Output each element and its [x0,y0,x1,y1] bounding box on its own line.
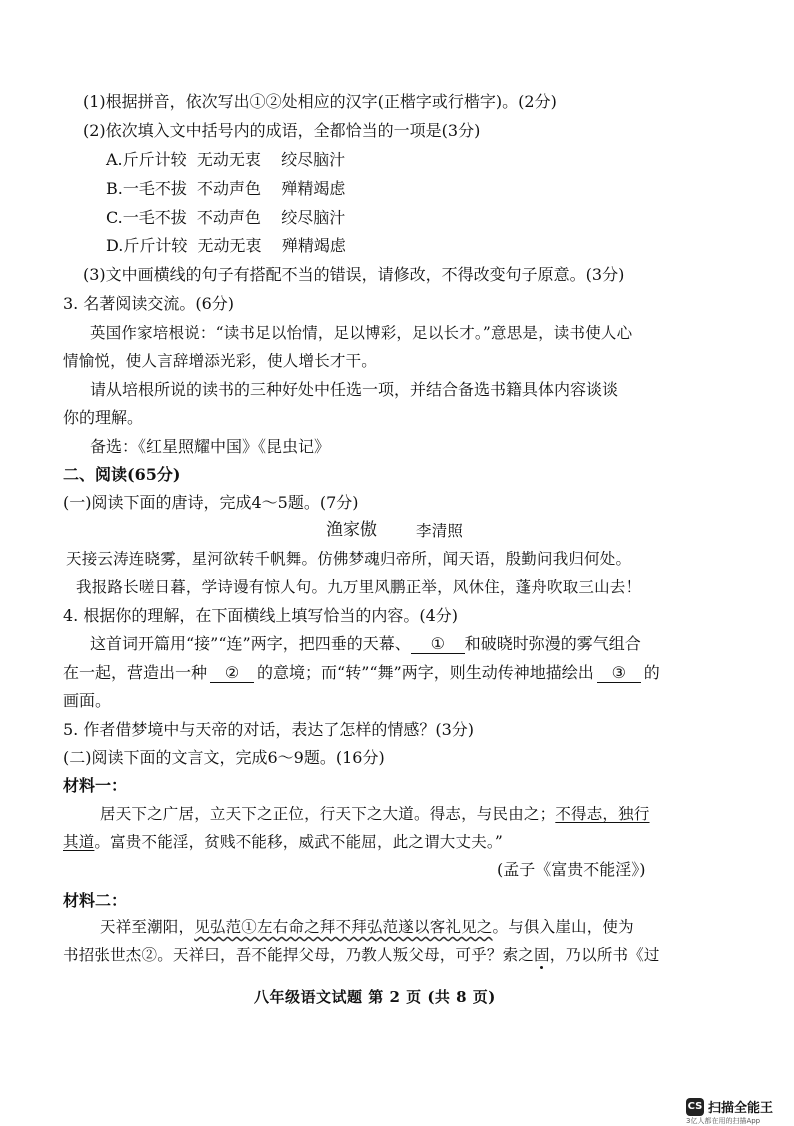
question-4-line-2 [63,663,660,683]
question-5-title: 5. 作者借梦境中与天帝的对话，表达了怎样的情感？(3分) [63,720,475,739]
question-4-title: 4. 根据你的理解，在下面横线上填写恰当的内容。(4分) [63,606,459,625]
material-1-line-2 [63,832,503,852]
material-2-label: 材料二： [63,891,128,910]
scanner-logo-icon: CS [686,1098,704,1116]
q4-text: 和破晓时弥漫的雾气组合 [464,634,641,653]
m1-underlined-text: 其道 [63,833,95,851]
option-c: C.一毛不拔 不动声色 绞尽脑汁 [106,208,346,227]
q4-text: 在一起，营造出一种 [63,663,208,682]
section-2-title: 二、阅读(65分) [63,465,181,484]
material-1-source: (孟子《富贵不能淫》) [497,860,646,879]
m2-text: 书招张世杰②。天祥曰，吾不能捍父母，乃教人叛父母，可乎？索之 [63,946,535,964]
question-3-paragraph: 英国作家培根说：“读书足以怡情，足以博彩，足以长才。”意思是，读书使人心 [90,324,633,342]
m2-dotted-char: 固 [534,946,550,964]
poem-author: 李清照 [416,522,464,540]
part-1-title: (一)阅读下面的唐诗，完成4～5题。(7分) [63,493,359,512]
scanner-logo [686,1097,773,1116]
question-2-subquestion-1: (1)根据拼音，依次写出①②处相应的汉字(正楷字或行楷字)。(2分) [83,92,557,111]
material-2-line-2 [63,945,660,965]
poem-line-1: 天接云涛连晓雾，星河欲转千帆舞。仿佛梦魂归帝所，闻天语，殷勤问我归何处。 [66,550,632,568]
m1-underlined-text: 不得志，独行 [555,805,650,823]
m1-text: 居天下之广居，立天下之正位，行天下之大道。得志，与民由之； [100,805,556,823]
q4-text: 的 [643,663,660,682]
m2-wavy-text: 见弘范①左右命之拜不拜弘范遂以客礼见之 [194,918,493,936]
material-1-label: 材料一： [63,776,128,795]
question-3-paragraph-cont: 情愉悦，使人言辞增添光彩，使人增长才干。 [63,352,378,370]
q4-text: 的意境；而“转”“舞”两字，则生动传神地描绘出 [257,663,594,682]
material-2-line-1 [100,917,634,937]
question-4-line-3: 画面。 [63,691,112,710]
question-3-prompt-cont: 你的理解。 [63,408,144,427]
question-2-subquestion-2: (2)依次填入文中括号内的成语，全都恰当的一项是(3分) [83,121,481,140]
option-d: D.斤斤计较 无动无衷 殚精竭虑 [106,236,346,255]
answer-blank-2[interactable]: ② [210,664,254,683]
question-3-prompt: 请从培根所说的读书的三种好处中任选一项，并结合备选书籍具体内容谈谈 [90,380,619,399]
poem-title: 渔家傲 [326,520,377,540]
question-3-books: 备选：《红星照耀中国》《昆虫记》 [90,437,331,456]
scanner-logo-tagline: 3亿人都在用的扫描App [686,1117,761,1125]
answer-blank-1[interactable]: ① [411,635,465,654]
q4-text: 这首词开篇用“接”“连”两字，把四垂的天幕、 [90,634,411,653]
question-4-line-1 [90,634,641,654]
option-a: A.斤斤计较 无动无衷 绞尽脑汁 [106,150,346,169]
m2-text: 天祥至潮阳， [100,918,195,936]
scanner-logo-name: 扫描全能王 [708,1101,774,1116]
question-2-subquestion-3: (3)文中画横线的句子有搭配不当的错误，请修改，不得改变句子原意。(3分) [83,265,625,284]
m2-text: 。与俱入崖山，使为 [492,918,634,936]
answer-blank-3[interactable]: ③ [597,664,641,683]
part-2-title: (二)阅读下面的文言文，完成6～9题。(16分) [63,748,385,767]
page-footer: 八年级语文试题 第 2 页 (共 8 页) [254,988,496,1006]
m1-text: 。富贵不能淫，贫贱不能移，威武不能屈，此之谓大丈夫。” [94,833,503,851]
poem-line-2: 我报路长嗟日暮，学诗谩有惊人句。九万里风鹏正举，风休住，蓬舟吹取三山去！ [76,578,642,596]
m2-text: ，乃以所书《过 [549,946,660,964]
option-b: B.一毛不拔 不动声色 殚精竭虑 [106,179,346,198]
material-1-line-1 [100,804,650,824]
question-3-title: 3. 名著阅读交流。(6分) [63,294,235,313]
